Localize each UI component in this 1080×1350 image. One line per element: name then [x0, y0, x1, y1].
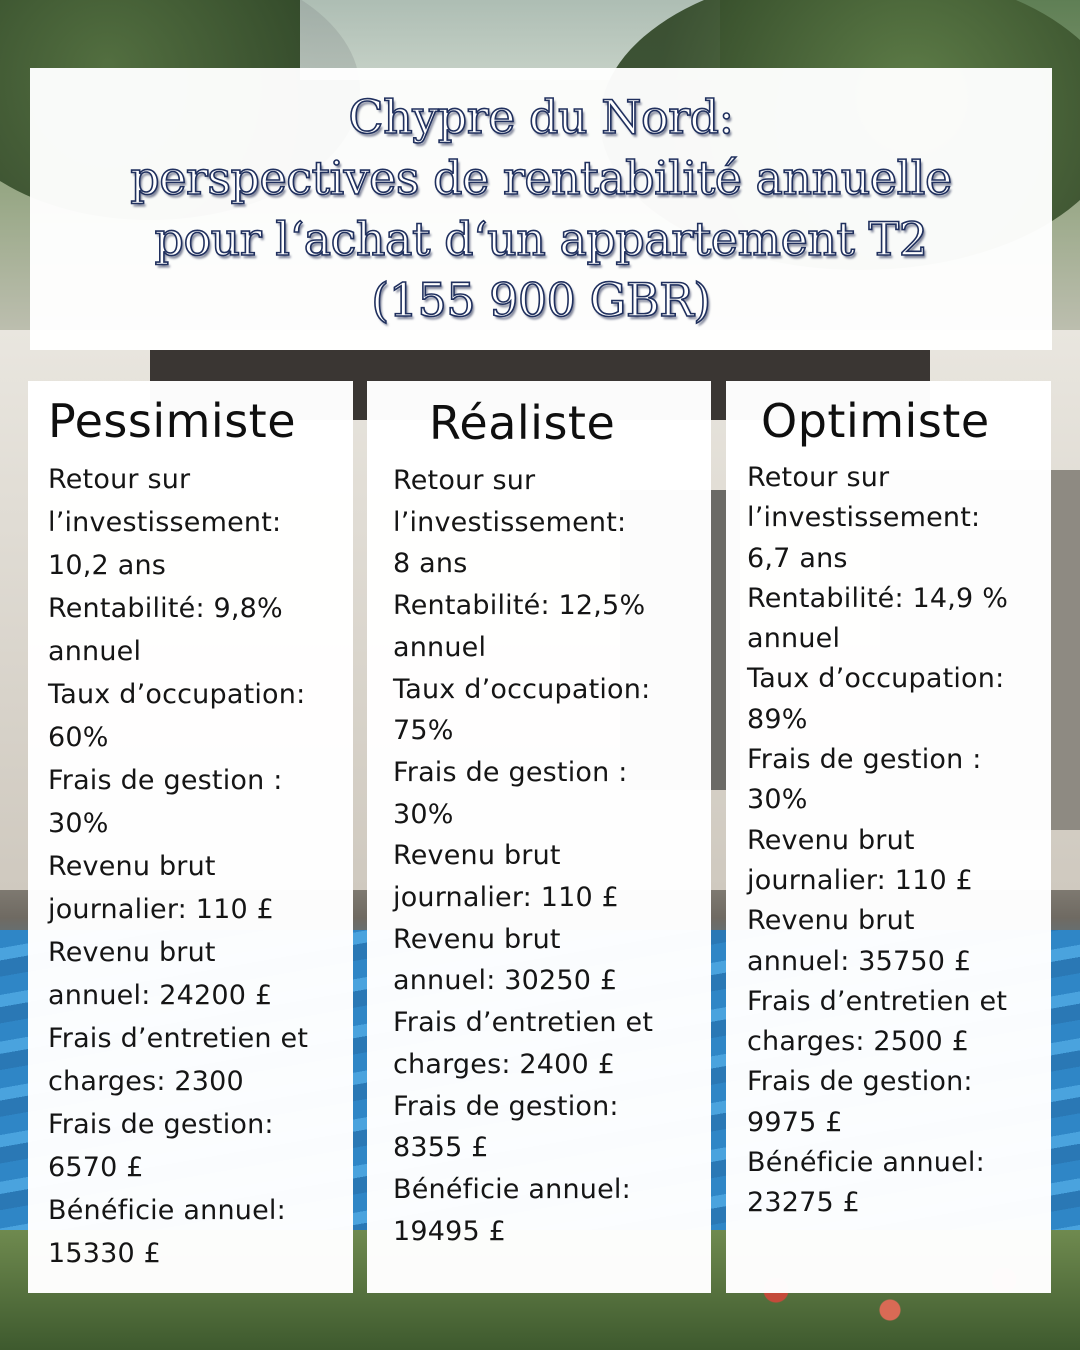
detail-revenu-journalier: Revenu brut journalier: 110 £ — [393, 840, 620, 914]
title-line-2: perspectives de rentabilité annuelle — [130, 151, 952, 205]
title-line-3: pour l‘achat d‘un appartement T2 — [154, 212, 928, 266]
page-title — [130, 87, 951, 331]
detail-benefice: Bénéficie annuel: 15330 £ — [48, 1195, 286, 1269]
detail-revenu-annuel: Revenu brut annuel: 24200 £ — [48, 937, 273, 1011]
title-line-4: (155 900 GBR) — [371, 273, 711, 327]
scenario-card-pessimiste — [28, 381, 353, 1293]
detail-benefice: Bénéficie annuel: 23275 £ — [747, 1147, 985, 1219]
detail-rentabilite: Rentabilité: 9,8% annuel — [48, 593, 283, 667]
detail-revenu-journalier: Revenu brut journalier: 110 £ — [48, 851, 275, 925]
scenario-card-realiste — [367, 381, 711, 1293]
detail-rentabilite: Rentabilité: 12,5% annuel — [393, 590, 646, 663]
scenario-card-optimiste — [726, 381, 1051, 1293]
detail-frais-entretien: Frais d’entretien et charges: 2400 £ — [393, 1007, 654, 1080]
detail-revenu-journalier: Revenu brut journalier: 110 £ — [747, 824, 974, 896]
title-line-1: Chypre du Nord: — [348, 90, 734, 144]
title-box — [30, 68, 1052, 350]
detail-frais-gestion-pct: Frais de gestion : 30% — [747, 744, 982, 816]
detail-taux-occupation: Taux d’occupation: 89% — [747, 663, 1005, 735]
scenario-details — [747, 458, 1051, 1224]
detail-frais-gestion: Frais de gestion: 6570 £ — [48, 1109, 274, 1183]
detail-frais-gestion-pct: Frais de gestion : 30% — [48, 765, 283, 839]
detail-revenu-annuel: Revenu brut annuel: 30250 £ — [393, 923, 618, 997]
scenario-heading: Réaliste — [429, 396, 616, 450]
detail-benefice: Bénéficie annuel: 19495 £ — [393, 1173, 631, 1247]
scenario-heading: Optimiste — [761, 394, 990, 448]
scenario-details — [48, 458, 353, 1275]
scenario-heading: Pessimiste — [48, 394, 297, 448]
detail-rentabilite: Rentabilité: 14,9 % annuel — [747, 582, 1009, 655]
detail-frais-entretien: Frais d’entretien et charges: 2300 — [48, 1023, 309, 1097]
detail-revenu-annuel: Revenu brut annuel: 35750 £ — [747, 905, 972, 977]
detail-frais-gestion-pct: Frais de gestion : 30% — [393, 756, 628, 830]
detail-taux-occupation: Taux d’occupation: 75% — [393, 673, 651, 747]
detail-frais-gestion: Frais de gestion: 9975 £ — [747, 1066, 973, 1138]
detail-frais-entretien: Frais d’entretien et charges: 2500 £ — [747, 985, 1008, 1058]
detail-retour: Retour sur l’investissement: 8 ans — [393, 465, 627, 580]
scenario-details — [393, 460, 711, 1252]
detail-retour: Retour sur l’investissement: 10,2 ans — [48, 464, 282, 581]
detail-retour: Retour sur l’investissement: 6,7 ans — [747, 462, 981, 574]
detail-frais-gestion: Frais de gestion: 8355 £ — [393, 1090, 619, 1164]
detail-taux-occupation: Taux d’occupation: 60% — [48, 679, 306, 753]
